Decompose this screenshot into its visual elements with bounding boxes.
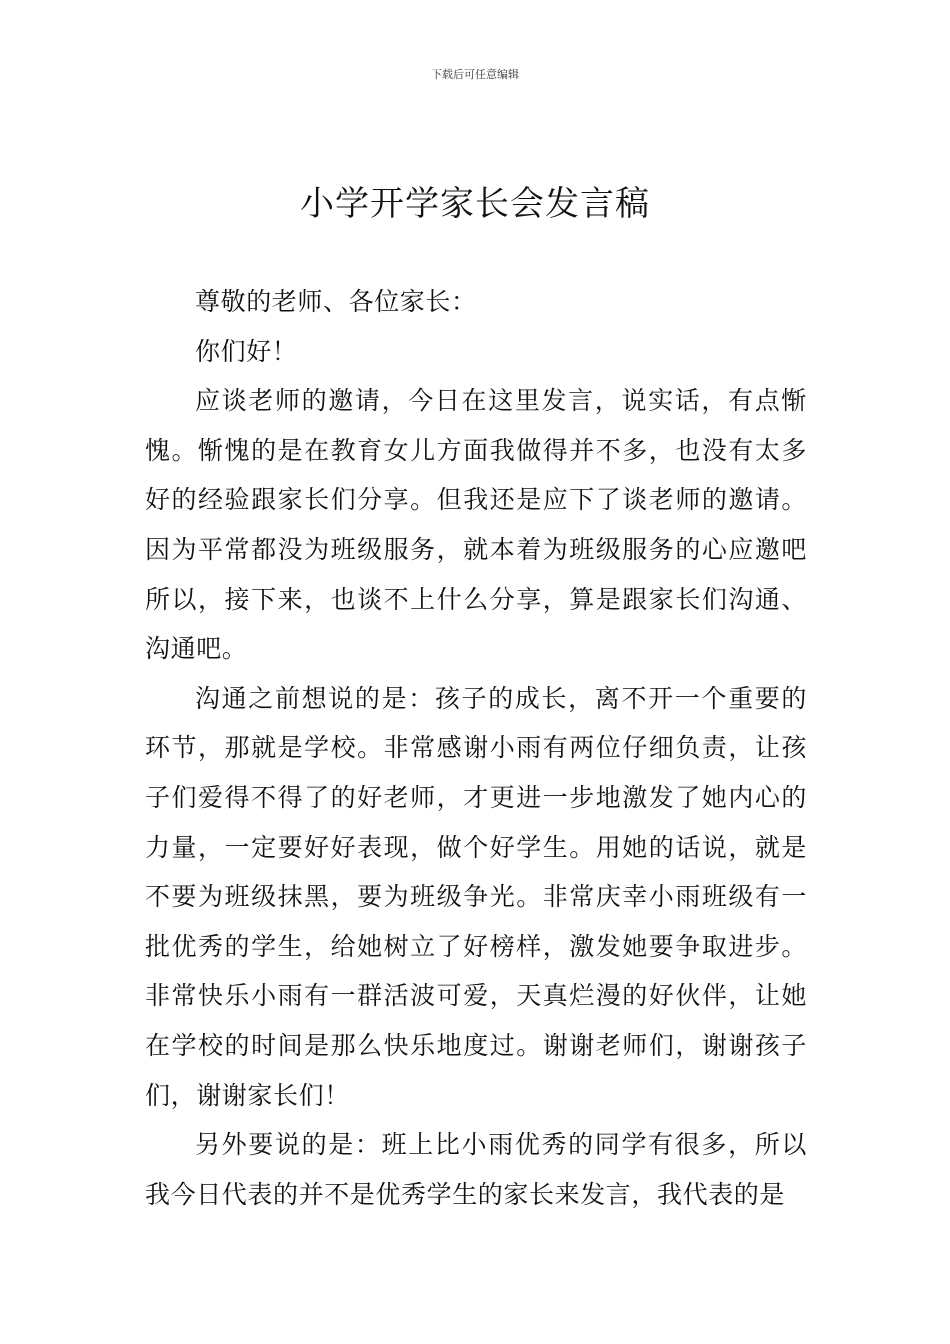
header-note: 下载后可任意编辑 — [431, 68, 519, 81]
paragraph-additional: 另外要说的是：班上比小雨优秀的同学有很多，所以我今日代表的并不是优秀学生的家长来发言，我代表的是 — [145, 1130, 807, 1209]
paragraph-intro: 应谈老师的邀请，今日在这里发言，说实话，有点惭愧。惭愧的是在教育女儿方面我做得并不多，也没有太多好的经验跟家长们分享。但我还是应下了谈老师的邀请。因为平常都没为班级服务，就本着为班级服务的心应邀吧所以，接下来，也谈不上什么分享，算是跟家长们沟通、沟通吧。 — [145, 386, 807, 664]
document-body — [145, 277, 807, 1219]
salutation: 尊敬的老师、各位家长： — [195, 287, 477, 316]
document-title: 小学开学家长会发言稿 — [300, 184, 650, 224]
paragraph-thanks: 沟通之前想说的是：孩子的成长，离不开一个重要的环节，那就是学校。非常感谢小雨有两位仔细负责，让孩子们爱得不得了的好老师，才更进一步地激发了她内心的力量，一定要好好表现，做个好学生。用她的话说，就是不要为班级抹黑，要为班级争光。非常庆幸小雨班级有一批优秀的学生，给她树立了好榜样，激发她要争取进步。非常快乐小雨有一群活波可爱，天真烂漫的好伙伴，让她在学校的时间是那么快乐地度过。谢谢老师们，谢谢孩子们，谢谢家长们！ — [145, 683, 807, 1110]
greeting: 你们好！ — [195, 336, 298, 366]
